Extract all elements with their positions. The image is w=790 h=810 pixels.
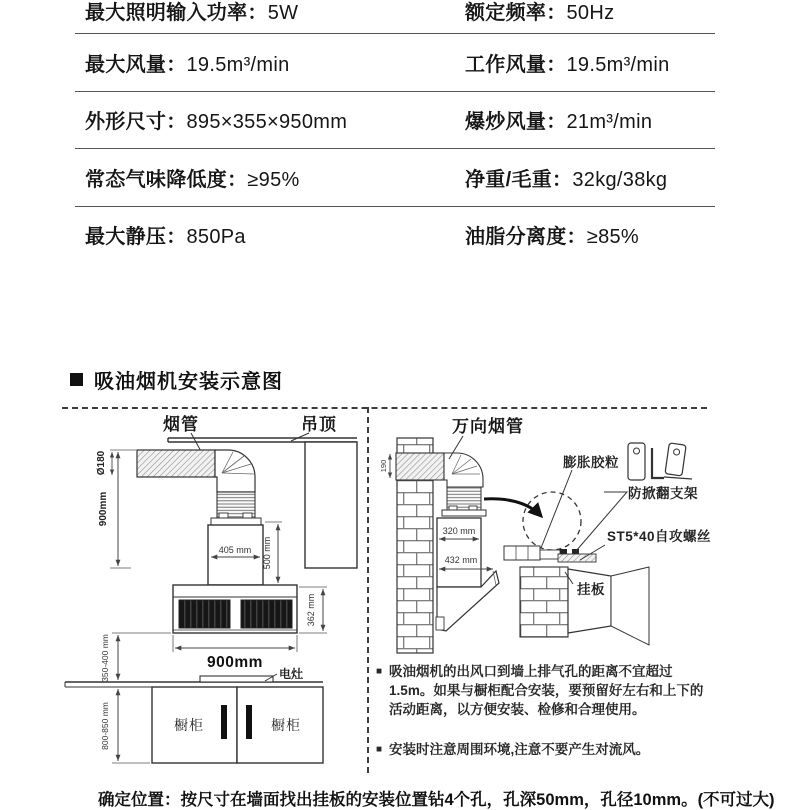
- anchor-leader: [541, 470, 572, 548]
- canopy-width-dim: 900mm: [207, 654, 263, 671]
- ceiling-leader-line: [291, 433, 309, 441]
- cabinet-right-label: 橱柜: [271, 717, 301, 733]
- hood-to-counter-dim-group: [100, 633, 171, 682]
- spec-label: 外形尺寸：: [85, 111, 187, 134]
- spec-label: 油脂分离度：: [465, 226, 587, 249]
- section-title: [70, 365, 283, 394]
- spec-cell: [75, 220, 395, 249]
- square-bullet-icon: [70, 373, 83, 386]
- spec-value: ≥85%: [586, 226, 640, 249]
- note-bullet-icon: ■: [376, 744, 383, 755]
- chimney: [208, 525, 263, 585]
- installation-side-view-diagram: [372, 408, 740, 666]
- cabinet-handle: [246, 705, 252, 739]
- spec-value: 32kg/38kg: [572, 168, 668, 191]
- overall-height-dim-group: [96, 450, 136, 568]
- spec-cell: [395, 105, 715, 134]
- spec-label: 最大静压：: [85, 226, 187, 249]
- section-title-text: 吸油烟机安装示意图: [94, 371, 283, 393]
- spec-label: 爆炒风量：: [465, 111, 567, 134]
- canopy: [173, 585, 297, 633]
- soffit-column: [305, 442, 357, 568]
- wall-hole-dim-group: [379, 454, 390, 478]
- spec-label: 额定频率：: [465, 1, 567, 24]
- cabinet-left-label: 橱柜: [174, 717, 204, 733]
- spec-cell: [395, 163, 715, 192]
- horizontal-duct: [137, 450, 261, 525]
- position-instruction: [98, 786, 778, 810]
- zoom-arrow: [484, 499, 541, 516]
- grille-right: [241, 600, 292, 628]
- duct-label: 烟管: [163, 415, 199, 434]
- spec-row: [75, 34, 715, 92]
- note-text: 安装时注意周围环境,注意不要产生对流风。: [389, 742, 650, 757]
- spec-table: [75, 0, 715, 263]
- detail-brick-wall: [520, 567, 568, 637]
- spec-row: [75, 207, 715, 264]
- countertop: [65, 682, 323, 687]
- spec-cell: [395, 0, 715, 25]
- spec-value: 19.5m³/min: [186, 53, 290, 76]
- installation-front-view-diagram: [60, 408, 372, 776]
- canopy-height-dim: 362 mm: [306, 593, 316, 627]
- spec-value: 5W: [267, 1, 299, 24]
- canopy-height-dim-group: [299, 587, 327, 633]
- chimney-height-dim: 500 mm: [262, 536, 272, 570]
- canopy-width-dim-group: [173, 635, 297, 671]
- plate-label: 挂板: [577, 582, 605, 597]
- note-bullet-icon: ■: [376, 666, 383, 677]
- mounting-detail: [504, 546, 596, 562]
- hood-depth-dim: 432 mm: [444, 555, 478, 565]
- hood-to-counter-dim: 350-400 mm: [100, 634, 110, 682]
- spec-cell: [75, 163, 395, 192]
- counter-height-dim: 800-850 mm: [100, 702, 110, 750]
- counter-height-dim-group: [100, 689, 150, 763]
- spec-cell: [75, 0, 395, 25]
- spec-row: [75, 0, 715, 34]
- install-note: [376, 741, 716, 760]
- stove: [200, 676, 273, 682]
- spec-cell: [395, 220, 715, 249]
- anchor-label: 膨胀胶粒: [563, 455, 619, 470]
- spec-row: [75, 149, 715, 207]
- grille-left: [179, 600, 230, 628]
- spec-value: 50Hz: [566, 1, 615, 24]
- spec-label: 净重/毛重：: [465, 168, 573, 191]
- note-text: 吸油烟机的出风口到墙上排气孔的距离不宜超过1.5m。如果与橱柜配合安装，要预留好左右和上下的活动距离，以方便安装、检修和合理使用。: [389, 664, 704, 717]
- back-panel: [611, 567, 649, 645]
- spec-label: 工作风量：: [465, 53, 567, 76]
- overall-height-dim: 900mm: [98, 491, 109, 527]
- position-instruction-label: 确定位置：: [98, 791, 181, 809]
- bracket-icons: [628, 443, 692, 480]
- spec-label: 最大风量：: [85, 53, 187, 76]
- ceiling-label: 吊顶: [301, 415, 337, 434]
- spec-cell: [395, 48, 715, 77]
- bracket-label: 防掀翻支架: [628, 486, 698, 501]
- universal-duct-label: 万向烟管: [452, 417, 524, 436]
- spec-label: 最大照明输入功率：: [85, 1, 268, 24]
- wall-hole-dim: 190: [379, 459, 388, 473]
- spec-value: ≥95%: [247, 168, 300, 191]
- spec-label: 常态气味降低度：: [85, 168, 248, 191]
- cabinet-handle: [221, 705, 227, 739]
- screw-label: ST5*40自攻螺丝: [607, 529, 712, 544]
- chimney-width-dim: 405 mm: [218, 545, 252, 555]
- stove-label: 电灶: [279, 667, 304, 681]
- spec-value: 19.5m³/min: [566, 53, 670, 76]
- spec-value: 895×355×950mm: [186, 111, 348, 134]
- spec-value: 850Pa: [186, 226, 246, 249]
- hanging-plate: [568, 569, 611, 633]
- cabinets: [152, 687, 323, 763]
- spec-row: [75, 92, 715, 150]
- duct-diameter-dim: Ø180: [96, 450, 107, 476]
- position-instruction-text: 按尺寸在墙面找出挂板的安装位置钻4个孔，孔深50mm，孔径10mm。(不可过大): [180, 791, 775, 809]
- spec-cell: [75, 48, 395, 77]
- hood-top-width-dim: 320 mm: [442, 526, 476, 536]
- spec-cell: [75, 105, 395, 134]
- spec-value: 21m³/min: [566, 111, 653, 134]
- install-note: [376, 663, 716, 720]
